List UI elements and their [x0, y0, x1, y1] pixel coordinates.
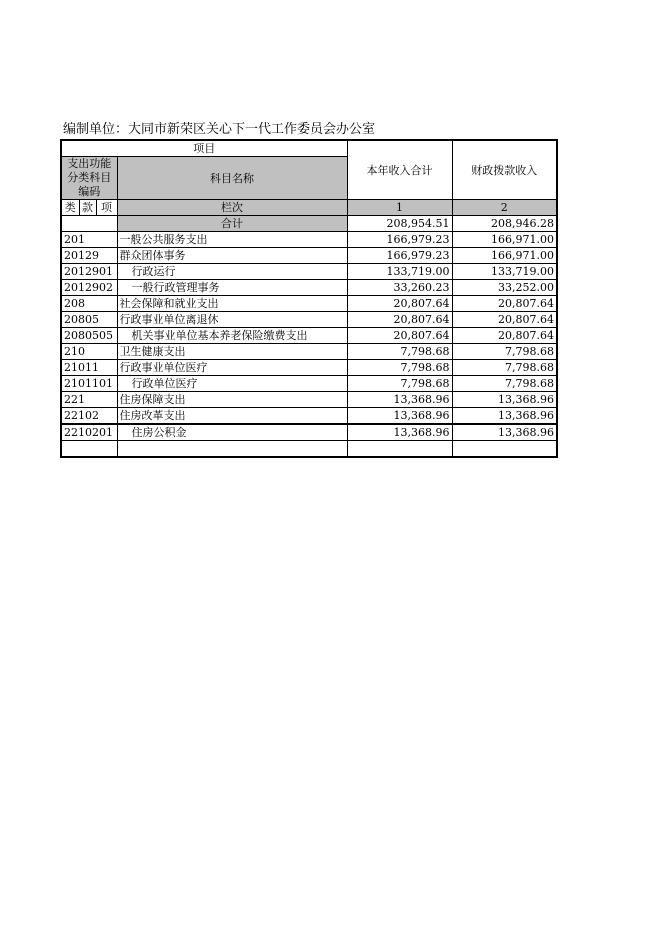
table-row [61, 344, 557, 360]
table-row [61, 296, 557, 312]
row-income-total: 13,368.96 [347, 392, 452, 408]
total-code-cell [61, 216, 117, 232]
table-row [61, 280, 557, 296]
row-code: 21011 [61, 360, 117, 376]
subject-name-header: 科目名称 [117, 157, 347, 200]
col-number-1: 1 [347, 200, 452, 216]
table-row [61, 424, 557, 441]
row-fiscal-income: 13,368.96 [452, 392, 557, 408]
table-row [61, 376, 557, 392]
table-row [61, 264, 557, 280]
func-code-header: 支出功能分类科目编码 [61, 157, 117, 200]
row-fiscal-income: 13,368.96 [452, 424, 557, 441]
row-code: 22102 [61, 408, 117, 425]
row-income-total: 20,807.64 [347, 296, 452, 312]
blank-cell [452, 441, 557, 458]
income-budget-table [60, 139, 558, 458]
blank-row [61, 441, 557, 458]
total-income: 208,954.51 [347, 216, 452, 232]
row-subject-name: 住房保障支出 [117, 392, 347, 408]
project-header: 项目 [61, 140, 347, 157]
total-fiscal-income: 208,946.28 [452, 216, 557, 232]
unit-label: 编制单位：大同市新荣区关心下一代工作委员会办公室 [63, 122, 376, 137]
fiscal-income-header: 财政拨款收入 [452, 140, 557, 200]
row-fiscal-income: 166,971.00 [452, 232, 557, 248]
row-code: 210 [61, 344, 117, 360]
row-fiscal-income: 133,719.00 [452, 264, 557, 280]
row-income-total: 20,807.64 [347, 328, 452, 344]
row-fiscal-income: 20,807.64 [452, 312, 557, 328]
row-fiscal-income: 13,368.96 [452, 408, 557, 425]
row-code: 2080505 [61, 328, 117, 344]
row-income-total: 166,979.23 [347, 248, 452, 264]
row-code: 20129 [61, 248, 117, 264]
row-subject-name: 一般行政管理事务 [117, 280, 347, 296]
blank-cell [61, 441, 117, 458]
income-total-header: 本年收入合计 [347, 140, 452, 200]
total-label: 合计 [117, 216, 347, 232]
row-subject-name: 行政单位医疗 [117, 376, 347, 392]
table-row [61, 408, 557, 425]
blank-cell [347, 441, 452, 458]
table-row [61, 328, 557, 344]
row-fiscal-income: 20,807.64 [452, 328, 557, 344]
row-code: 221 [61, 392, 117, 408]
row-subject-name: 住房改革支出 [117, 408, 347, 425]
row-subject-name: 群众团体事务 [117, 248, 347, 264]
row-income-total: 166,979.23 [347, 232, 452, 248]
table-row [61, 232, 557, 248]
row-subject-name: 一般公共服务支出 [117, 232, 347, 248]
row-subject-name: 行政事业单位医疗 [117, 360, 347, 376]
row-income-total: 33,260.23 [347, 280, 452, 296]
row-income-total: 13,368.96 [347, 408, 452, 425]
row-subject-name: 行政运行 [117, 264, 347, 280]
row-fiscal-income: 7,798.68 [452, 344, 557, 360]
row-code: 201 [61, 232, 117, 248]
row-fiscal-income: 20,807.64 [452, 296, 557, 312]
col-number-2: 2 [452, 200, 557, 216]
row-fiscal-income: 166,971.00 [452, 248, 557, 264]
row-fiscal-income: 7,798.68 [452, 360, 557, 376]
row-code: 208 [61, 296, 117, 312]
row-subject-name: 机关事业单位基本养老保险缴费支出 [117, 328, 347, 344]
xiang-header: 项 [96, 200, 117, 216]
row-income-total: 20,807.64 [347, 312, 452, 328]
table-row [61, 248, 557, 264]
row-fiscal-income: 7,798.68 [452, 376, 557, 392]
lanci-label: 栏次 [117, 200, 347, 216]
table-row [61, 392, 557, 408]
row-code: 2012901 [61, 264, 117, 280]
lei-header: 类 [61, 200, 79, 216]
row-code: 20805 [61, 312, 117, 328]
table-row [61, 312, 557, 328]
row-income-total: 7,798.68 [347, 344, 452, 360]
row-income-total: 13,368.96 [347, 424, 452, 441]
row-subject-name: 住房公积金 [117, 424, 347, 441]
row-subject-name: 卫生健康支出 [117, 344, 347, 360]
row-code: 2210201 [61, 424, 117, 441]
kuan-header: 款 [79, 200, 96, 216]
row-income-total: 7,798.68 [347, 376, 452, 392]
row-income-total: 133,719.00 [347, 264, 452, 280]
table-row [61, 360, 557, 376]
blank-cell [117, 441, 347, 458]
row-income-total: 7,798.68 [347, 360, 452, 376]
row-code: 2101101 [61, 376, 117, 392]
row-subject-name: 行政事业单位离退休 [117, 312, 347, 328]
row-subject-name: 社会保障和就业支出 [117, 296, 347, 312]
row-fiscal-income: 33,252.00 [452, 280, 557, 296]
row-code: 2012902 [61, 280, 117, 296]
